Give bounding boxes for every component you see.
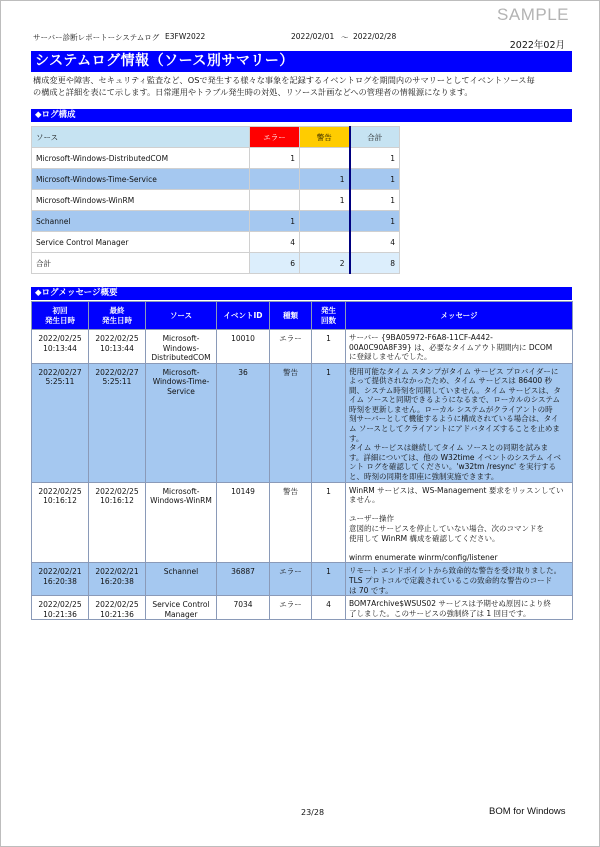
cell-type: 警告 [270, 482, 312, 563]
report-month: 2022年02月 [509, 40, 565, 51]
report-code: E3FW2022 [165, 32, 206, 41]
cell-event-id: 36 [217, 363, 270, 482]
footer-brand: BOM for Windows [489, 806, 566, 817]
cell-total-warning: 2 [300, 253, 350, 274]
page-title: システムログ情報（ソース別サマリー） [31, 51, 572, 72]
cell-total: 1 [350, 190, 400, 211]
cell-event-id: 10010 [217, 330, 270, 364]
cell-type: エラー [270, 563, 312, 596]
log-messages-section-title: ◆ログメッセージ概要 [31, 287, 572, 300]
cell-source: Schannel [32, 211, 250, 232]
cell-count: 1 [312, 482, 346, 563]
cell-error [250, 190, 300, 211]
intro-text [33, 75, 571, 98]
table-row [32, 482, 573, 563]
cell-warning [300, 211, 350, 232]
col-header-warning: 警告 [300, 127, 350, 148]
cell-source: Service Control Manager [32, 232, 250, 253]
table-row [32, 148, 400, 169]
cell-source: Microsoft- Windows-Time- Service [146, 363, 217, 482]
cell-count: 1 [312, 330, 346, 364]
col-header-source: ソース [146, 302, 217, 330]
log-messages-table [31, 301, 573, 620]
cell-event-id: 7034 [217, 596, 270, 620]
cell-total-error: 6 [250, 253, 300, 274]
table-row [32, 169, 400, 190]
col-header-error: エラー [250, 127, 300, 148]
cell-source: Microsoft-Windows-DistributedCOM [32, 148, 250, 169]
cell-total: 1 [350, 148, 400, 169]
cell-first-time: 2022/02/25 10:16:12 [32, 482, 89, 563]
cell-error: 1 [250, 211, 300, 232]
cell-type: 警告 [270, 363, 312, 482]
col-header-event-id: イベントID [217, 302, 270, 330]
cell-message: サーバー {9BA05972-F6A8-11CF-A442- 00A0C90A8F39} は、必要なタイムアウト期間内に DCOM に登録しませんでした。 [346, 330, 573, 364]
table-row [32, 363, 573, 482]
cell-first-time: 2022/02/25 10:13:44 [32, 330, 89, 364]
cell-source: Schannel [146, 563, 217, 596]
date-to: 2022/02/28 [353, 32, 397, 41]
cell-event-id: 36887 [217, 563, 270, 596]
cell-last-time: 2022/02/27 5:25:11 [89, 363, 146, 482]
cell-count: 1 [312, 563, 346, 596]
col-header-source: ソース [32, 127, 250, 148]
cell-source: Microsoft- Windows- DistributedCOM [146, 330, 217, 364]
cell-total: 1 [350, 169, 400, 190]
cell-source: Microsoft-Windows-WinRM [32, 190, 250, 211]
cell-total-total: 8 [350, 253, 400, 274]
cell-first-time: 2022/02/21 16:20:38 [32, 563, 89, 596]
cell-source: Microsoft- Windows-WinRM [146, 482, 217, 563]
cell-source: Service Control Manager [146, 596, 217, 620]
cell-message: WinRM サービスは、WS-Management 要求をリッスンしてい ません。 ユーザー操作 意図的にサービスを停止していない場合、次のコマンドを 使用して WinRM 構成を確認してください。 winrm enumerate winrm/config/listener [346, 482, 573, 563]
col-header-last-time: 最終 発生日時 [89, 302, 146, 330]
cell-first-time: 2022/02/27 5:25:11 [32, 363, 89, 482]
col-header-message: メッセージ [346, 302, 573, 330]
cell-error [250, 169, 300, 190]
cell-count: 1 [312, 363, 346, 482]
col-header-first-time: 初回 発生日時 [32, 302, 89, 330]
total-row [32, 253, 400, 274]
cell-message: BOM7Archive$WSUS02 サービスは予期せぬ原因により終 了しました。このサービスの強制終了は 1 回目です。 [346, 596, 573, 620]
log-config-section-title: ◆ログ構成 [31, 109, 572, 122]
report-title: サーバー診断レポートーシステムログ [33, 33, 160, 42]
date-from: 2022/02/01 [291, 32, 335, 41]
table-row [32, 596, 573, 620]
table-row [32, 190, 400, 211]
table-row [32, 232, 400, 253]
sample-watermark: SAMPLE [497, 5, 569, 24]
table-row [32, 330, 573, 364]
cell-warning [300, 232, 350, 253]
cell-total: 1 [350, 211, 400, 232]
cell-message: リモート エンドポイントから致命的な警告を受け取りました。 TLS プロトコルで定義されているこの致命的な警告のコード は 70 です。 [346, 563, 573, 596]
log-config-table [31, 126, 400, 274]
cell-total-label: 合計 [32, 253, 250, 274]
cell-warning: 1 [300, 169, 350, 190]
col-header-total: 合計 [350, 127, 400, 148]
cell-error: 4 [250, 232, 300, 253]
cell-event-id: 10149 [217, 482, 270, 563]
cell-error: 1 [250, 148, 300, 169]
table-row [32, 211, 400, 232]
cell-last-time: 2022/02/21 16:20:38 [89, 563, 146, 596]
page-number: 23/28 [301, 808, 325, 817]
col-header-count: 発生 回数 [312, 302, 346, 330]
intro-line: 構成変更や障害、セキュリティ監査など、OSで発生する様々な事象を記録するイベントログを期間内のサマリーとしてイベントソース毎 [33, 75, 535, 85]
date-separator: ～ [341, 33, 349, 42]
intro-line: の構成と詳細を表にて示します。日常運用やトラブル発生時の対処、リソース計画などへの管理者の情報源になります。 [33, 86, 473, 97]
cell-last-time: 2022/02/25 10:16:12 [89, 482, 146, 563]
col-header-type: 種類 [270, 302, 312, 330]
cell-type: エラー [270, 330, 312, 364]
cell-message: 使用可能なタイム スタンプがタイム サービス プロバイダーに よって提供されなかったため、タイム サービスは 86400 秒 間、システム時刻を同期していません。タイム サービスは、タ イム ソースと同期できるようになるまで、ローカルのシステム 時刻を更新しません。ローカル システムがクライアントの時 刻サーバーとして機能するように構成されている場合は、タイ ム ソースとしてクライアントにアドバタイズすることを止めます。 タイム サービスは継続してタイム ソースとの同期を試みま す。詳細については、他の W32time イベントのシステム イベ ント ログを確認してください。'w32tm /resync' を実行する と、時刻の同期を即座に強制実施できます。 [346, 363, 573, 482]
cell-count: 4 [312, 596, 346, 620]
cell-total: 4 [350, 232, 400, 253]
cell-first-time: 2022/02/25 10:21:36 [32, 596, 89, 620]
cell-source: Microsoft-Windows-Time-Service [32, 169, 250, 190]
cell-last-time: 2022/02/25 10:13:44 [89, 330, 146, 364]
cell-last-time: 2022/02/25 10:21:36 [89, 596, 146, 620]
cell-warning: 1 [300, 190, 350, 211]
cell-warning [300, 148, 350, 169]
table-row [32, 563, 573, 596]
report-header [33, 32, 573, 51]
cell-type: エラー [270, 596, 312, 620]
